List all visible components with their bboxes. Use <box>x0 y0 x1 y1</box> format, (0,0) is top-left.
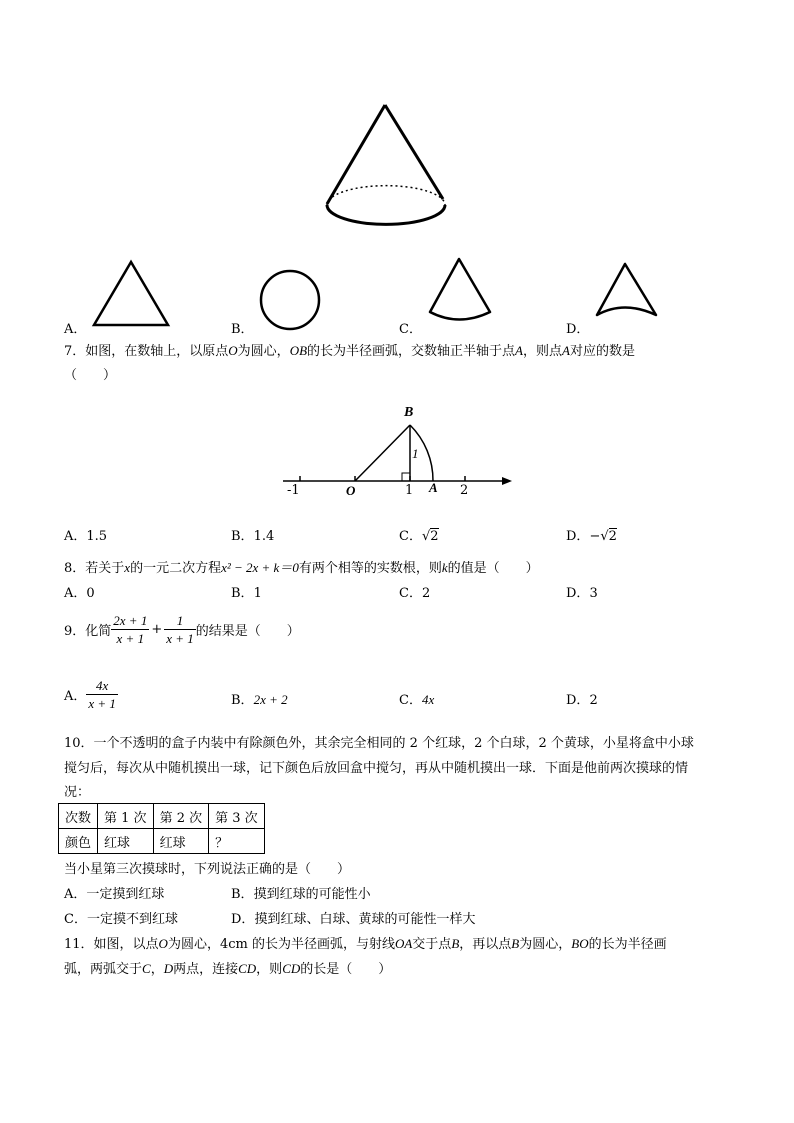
q6-option-b-label: B． <box>231 322 254 337</box>
sqrt-sign: √ <box>421 529 431 544</box>
sqrt-sign: √ <box>600 529 609 544</box>
point-a-label: A <box>429 480 438 495</box>
table-cell: 颜色 <box>59 829 98 854</box>
q11-stem-line2: 弧，两弧交于C，D两点，连接CD，则CD的长是（ ） <box>64 961 392 977</box>
q8-option-d: D．3 <box>566 586 598 601</box>
table-cell: 红球 <box>98 829 154 854</box>
q7-stem: 7．如图，在数轴上，以原点O为圆心，OB的长为半径画弧，交数轴正半轴于点A，则点A对应的数是 <box>64 343 635 359</box>
q7-option-a: A．1.5 <box>64 529 108 544</box>
tick-label-1: 1 <box>405 483 414 498</box>
q9-option-c: C．4x <box>399 692 435 708</box>
q7-option-c: C．√2 <box>399 529 439 544</box>
q7-option-b: B．1.4 <box>231 529 275 544</box>
q7-answer-paren: （ ） <box>64 368 117 383</box>
tick-label-neg1: -1 <box>287 483 300 498</box>
q6-option-a-label: A． <box>64 322 87 337</box>
q11-stem-line1: 11．如图，以点O为圆心，4cm 的长为半径画弧，与射线OA交于点B，再以点B为圆心，BO的长为半径画 <box>64 936 667 952</box>
origin-label: O <box>346 483 356 498</box>
fraction-option-a: $\frac{4x}{x + 1}$ <box>88 678 116 711</box>
draw-record-table <box>58 803 265 854</box>
q10-stem-line2: 搅匀后，每次从中随机摸出一球，记下颜色后放回盒中搅匀，再从中随机摸出一球．下面是他前两次摸球的情 <box>64 761 689 776</box>
q10-stem-line3: 况： <box>64 785 91 800</box>
q6-option-d-label: D． <box>566 322 590 337</box>
q8-stem: 8．若关于x的一元二次方程x² − 2x + k＝0有两个相等的实数根，则k的值是（ ） <box>64 560 539 576</box>
q10-option-c: C．一定摸不到红球 <box>64 912 178 927</box>
q10-stem-line1: 10．一个不透明的盒子内装中有除颜色外，其余完全相同的 2 个红球，2 个白球，2 个黄球，小星将盒中小球 <box>64 736 694 751</box>
q10-option-d: D．摸到红球、白球、黄球的可能性一样大 <box>231 912 476 927</box>
number-line-figure <box>0 0 794 520</box>
q9-stem: 9．化简 $\frac{2x + 1}{x + 1}$ + $\frac{1}{x + 1}$ 的结果是（ ） <box>64 613 300 646</box>
table-header-cell: 第 2 次 <box>153 804 209 829</box>
table-header-cell: 第 1 次 <box>98 804 154 829</box>
table-cell: 红球 <box>153 829 209 854</box>
q6-option-c-label: C． <box>399 322 422 337</box>
q10-option-b: B．摸到红球的可能性小 <box>231 887 371 902</box>
q8-option-b: B．1 <box>231 586 262 601</box>
axis-arrow <box>502 477 512 485</box>
q10-question: 当小星第三次摸球时，下列说法正确的是（ ） <box>64 862 351 877</box>
right-angle-mark <box>402 473 410 481</box>
fraction-1: $\frac{2x + 1}{x + 1}$ <box>113 613 148 646</box>
q9-option-d: D．2 <box>566 693 598 708</box>
table-row <box>59 804 265 829</box>
q9-option-b: B．2x + 2 <box>231 692 288 708</box>
table-row <box>59 829 265 854</box>
table-cell: ？ <box>209 829 265 854</box>
q7-option-d: D．−√2 <box>566 529 617 544</box>
q10-option-a: A．一定摸到红球 <box>64 887 165 902</box>
q8-option-c: C．2 <box>399 586 431 601</box>
q9-option-a: A． $\frac{4x}{x + 1}$ <box>64 678 116 711</box>
table-header-cell: 次数 <box>59 804 98 829</box>
q8-option-a: A．0 <box>64 586 95 601</box>
table-header-cell: 第 3 次 <box>209 804 265 829</box>
segment-length-label: 1 <box>412 446 419 461</box>
point-b-label: B <box>404 405 414 420</box>
fraction-2: $\frac{1}{x + 1}$ <box>166 613 194 646</box>
tick-label-2: 2 <box>460 483 469 498</box>
